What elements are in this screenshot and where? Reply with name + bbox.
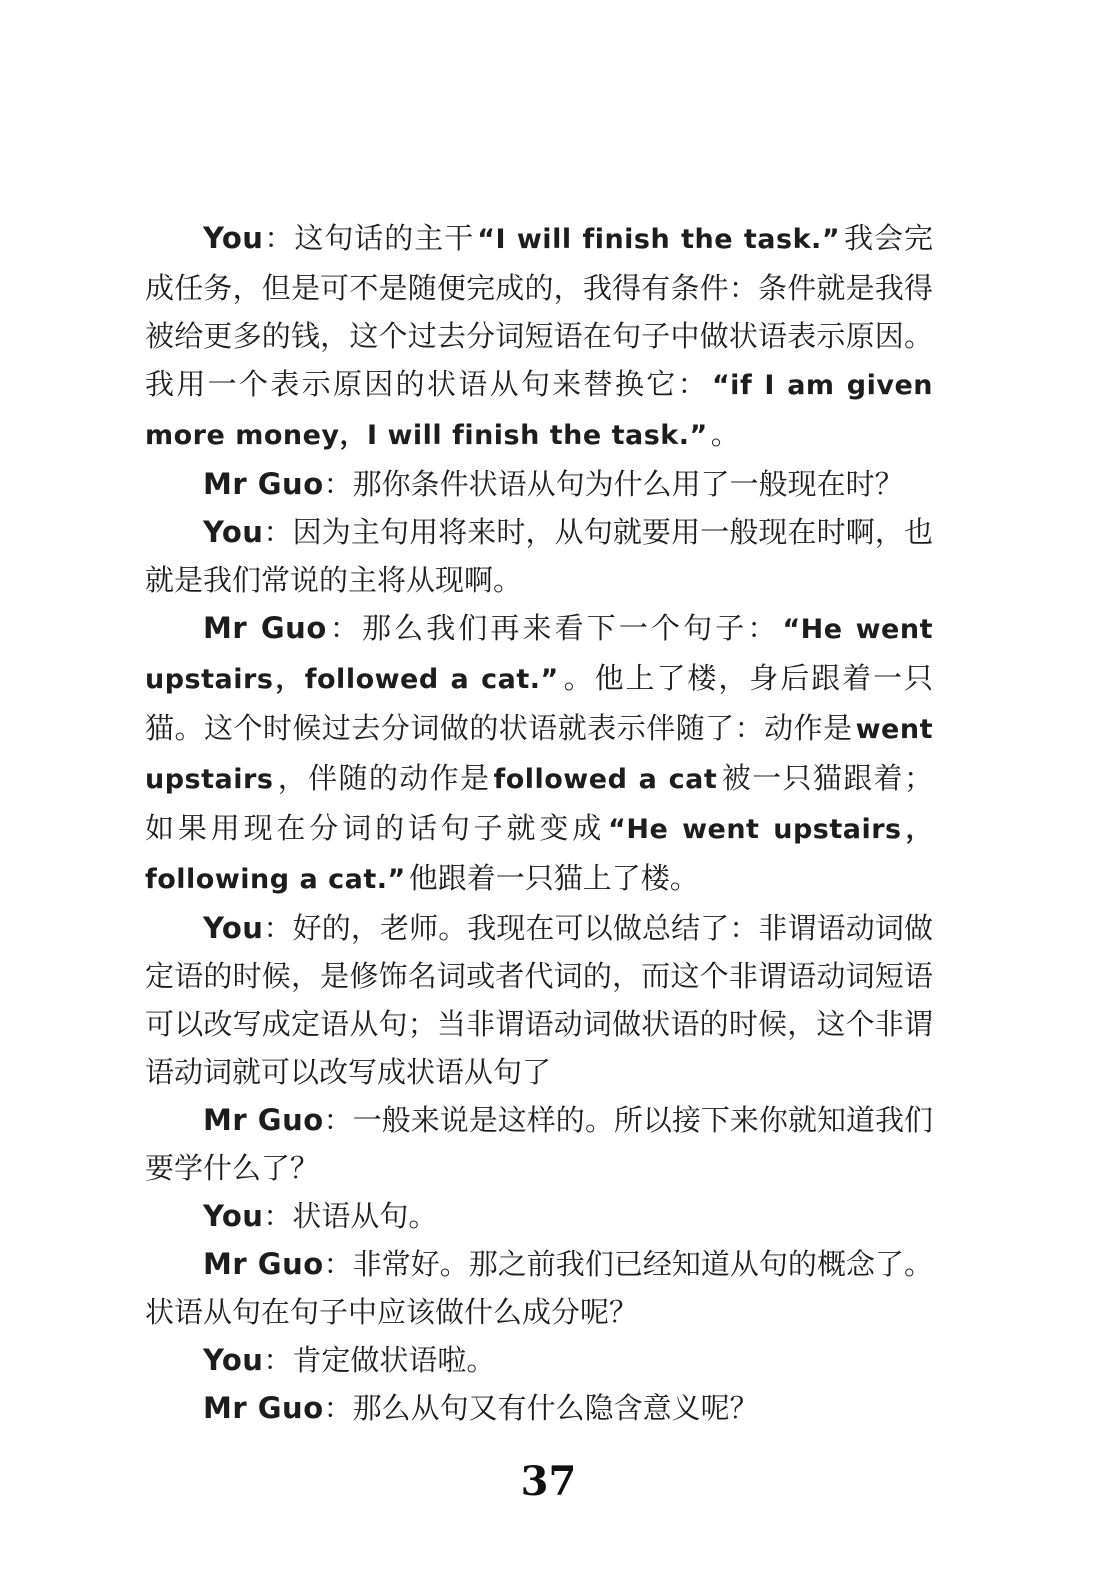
dialogue-paragraph [145, 508, 933, 604]
chinese-text: ：因为主句用将来时，从句就要用一般现在时啊，也就是我们常说的主将从现啊。 [145, 515, 933, 597]
dialogue-paragraph [145, 1240, 933, 1336]
page-number: 37 [520, 1458, 577, 1505]
chinese-text: ：状语从句。 [263, 1199, 438, 1233]
chinese-text: 他跟着一只猫上了楼。 [408, 861, 699, 895]
english-text: “He went upstairs，followed a cat.” [145, 614, 933, 695]
dialogue-paragraph [145, 1096, 933, 1192]
chinese-text: ：好的，老师。我现在可以做总结了：非谓语动词做定语的时候，是修饰名词或者代词的，而这个非谓语动词短语可以改写成定语从句；当非谓语动词做状语的时候，这个非谓语动词就可以改写成状语从句了 [145, 911, 933, 1089]
chinese-text: ：那么我们再来看下一个句子： [326, 611, 780, 645]
speaker-name: You [203, 1199, 264, 1233]
chinese-text: ：肯定做状语啦。 [263, 1343, 496, 1377]
dialogue-paragraph [145, 904, 933, 1096]
speaker-name: Mr Guo [203, 1391, 324, 1425]
chinese-text: ，伴随的动作是 [276, 761, 491, 795]
speaker-name: You [203, 515, 264, 549]
dialogue-paragraph [145, 1384, 933, 1432]
chinese-text: 。 [710, 417, 740, 451]
dialogue-paragraph [145, 214, 933, 460]
speaker-name: Mr Guo [203, 1103, 324, 1137]
english-text: “I will finish the task.” [477, 224, 841, 255]
chinese-text: 。他上了楼，身后跟着一只猫。这个时候过去分词做的状语就表示伴随了：动作是 [145, 661, 933, 745]
dialogue [145, 214, 933, 1432]
chinese-text: ：非常好。那之前我们已经知道从句的概念了。状语从句在句子中应该做什么成分呢？ [145, 1247, 933, 1329]
english-text: went upstairs [145, 714, 933, 795]
dialogue-paragraph [145, 460, 933, 508]
dialogue-paragraph [145, 1336, 933, 1384]
chinese-text: 被一只猫跟着；如果用现在分词的话句子就变成 [145, 761, 933, 845]
speaker-name: You [203, 911, 264, 945]
chinese-text: ：这句话的主干 [263, 221, 475, 255]
dialogue-paragraph [145, 1192, 933, 1240]
speaker-name: You [203, 221, 264, 255]
chinese-text: 我会完成任务，但是可不是随便完成的，我得有条件：条件就是我得被给更多的钱，这个过去分词短语在句子中做状语表示原因。我用一个表示原因的状语从句来替换它： [145, 221, 933, 401]
chinese-text: ：一般来说是这样的。所以接下来你就知道我们要学什么了？ [145, 1103, 933, 1185]
dialogue-paragraph [145, 604, 933, 904]
speaker-name: Mr Guo [203, 611, 327, 645]
speaker-name: You [203, 1343, 264, 1377]
english-text: “if I am given more money，I will finish the task.” [145, 370, 933, 451]
chinese-text: ：那你条件状语从句为什么用了一般现在时？ [323, 467, 904, 501]
english-text: “He went upstairs，following a cat.” [145, 814, 933, 895]
speaker-name: Mr Guo [203, 1247, 324, 1281]
speaker-name: Mr Guo [203, 467, 324, 501]
english-text: followed a cat [493, 764, 718, 795]
chinese-text: ：那么从句又有什么隐含意义呢？ [323, 1391, 759, 1425]
